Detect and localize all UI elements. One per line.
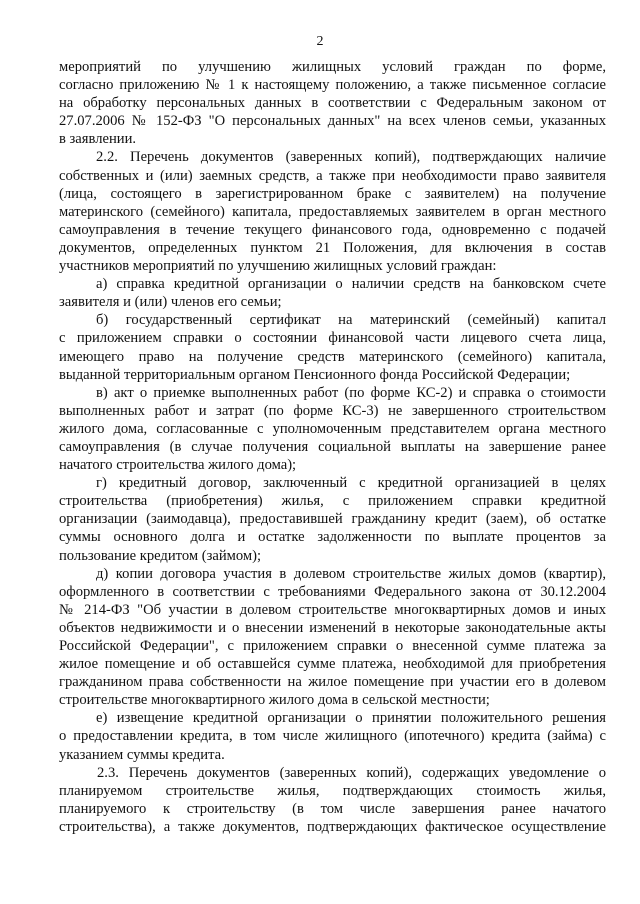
text-line: гражданином права собственности на жилое помещение при участии его в долевом [59, 674, 606, 691]
paragraph-continuation [59, 58, 606, 148]
text-line: д) копии договора участия в долевом строительстве жилых домов (квартир), [96, 565, 606, 582]
text-line: имеющего право на получение средств материнского (семейного) капитала, [59, 348, 606, 365]
text-line: строительства (приобретения) жилья, с приложением справки кредитной [59, 493, 606, 510]
text-line: документов, определенных пунктом 21 Положения, для включения в состав [59, 239, 606, 256]
paragraph-e [59, 709, 606, 763]
text-line: (лица, состоящего в зарегистрированном браке с заявителем) на получение [59, 185, 606, 202]
document-body [59, 58, 606, 836]
text-line: заявителя и (или) членов его семьи; [59, 294, 282, 311]
text-line: указанием суммы кредита. [59, 746, 225, 763]
text-line: участников мероприятий по улучшению жилищных условий граждан: [59, 258, 497, 275]
paragraph-g [59, 474, 606, 564]
text-line: е) извещение кредитной организации о принятии положительного решения [96, 710, 606, 727]
paragraph-b [59, 311, 606, 383]
text-line: о предоставлении кредита, в том числе жилищного (ипотечного) кредита (займа) с [59, 728, 606, 745]
text-line: жилое помещение и об оставшейся сумме платежа, необходимой для приобретения [59, 656, 606, 673]
text-line: в) акт о приемке выполненных работ (по форме КС-2) и справка о стоимости [96, 384, 606, 401]
text-line: самоуправления в течение текущего финансового года, одновременно с подачей [59, 221, 606, 238]
text-line: выполненных работ и затрат (по форме КС-3) не завершенного строительством [59, 402, 606, 419]
text-line: планируемого к строительству (в том числе завершения ранее начатого [59, 800, 606, 817]
text-line: самоуправления (в случае получения социальной выплаты на завершение ранее [59, 438, 606, 455]
text-line: собственных и (или) заемных средств, а также при необходимости право заявителя [59, 167, 606, 184]
text-line: 2.2. Перечень документов (заверенных копий), подтверждающих наличие [96, 149, 606, 166]
text-line: начатого строительства жилого дома); [59, 457, 297, 474]
page-number: 2 [316, 34, 324, 49]
text-line: строительстве многоквартирного жилого дома в сельской местности; [59, 692, 490, 709]
text-line: выданной территориальным органом Пенсионного фонда Российской Федерации; [59, 366, 571, 383]
text-line: суммы основного долга и остатке задолженности по выплате процентов за [59, 529, 606, 546]
text-line: планируемом строительстве жилья, подтверждающих стоимость жилья, [59, 782, 606, 799]
text-line: г) кредитный договор, заключенный с кредитной организацией в целях [96, 475, 606, 492]
text-line: материнского (семейного) капитала, предоставляемых заявителем в орган местного [59, 203, 606, 220]
paragraph-2-3 [59, 764, 606, 836]
paragraph-2-2 [59, 148, 606, 275]
text-line: с приложением справки о состоянии финансовой части лицевого счета лица, [59, 330, 606, 347]
text-line: 27.07.2006 № 152-ФЗ "О персональных данных" на всех членов семьи, указанных [59, 113, 606, 130]
text-line: № 214-ФЗ "Об участии в долевом строительстве многоквартирных домов и иных [59, 601, 606, 618]
text-line: организации (заимодавца), предоставившей гражданину кредит (заем), об остатке [59, 511, 606, 528]
text-line: Российской Федерации", с приложением справки о внесенной сумме платежа за [59, 638, 606, 654]
text-line: объектов недвижимости и о внесении изменений в некоторые законодательные акты [59, 619, 606, 636]
text-line: 2.3. Перечень документов (заверенных копий), содержащих уведомление о [97, 764, 606, 781]
text-line: пользование кредитом (займом); [59, 547, 262, 564]
text-line: оформленного в соответствии с требованиями Федерального закона от 30.12.2004 [59, 583, 606, 600]
text-line: жилого дома, согласованные с уполномоченным представителем органа местного [59, 420, 606, 437]
text-line: на обработку персональных данных в соответствии с Федеральным законом от [59, 95, 606, 112]
text-line: строительства), а также документов, подтверждающих фактическое осуществление [59, 818, 606, 835]
paragraph-d [59, 565, 606, 710]
text-line: согласно приложению № 1 к настоящему положению, а также письменное согласие [59, 77, 606, 94]
text-line: мероприятий по улучшению жилищных условий граждан по форме, [59, 59, 606, 75]
text-line: в заявлении. [59, 131, 137, 148]
paragraph-a [59, 275, 606, 311]
text-line: б) государственный сертификат на материнский (семейный) капитал [96, 312, 606, 329]
paragraph-v [59, 384, 606, 474]
text-line: а) справка кредитной организации о наличии средств на банковском счете [96, 276, 606, 293]
